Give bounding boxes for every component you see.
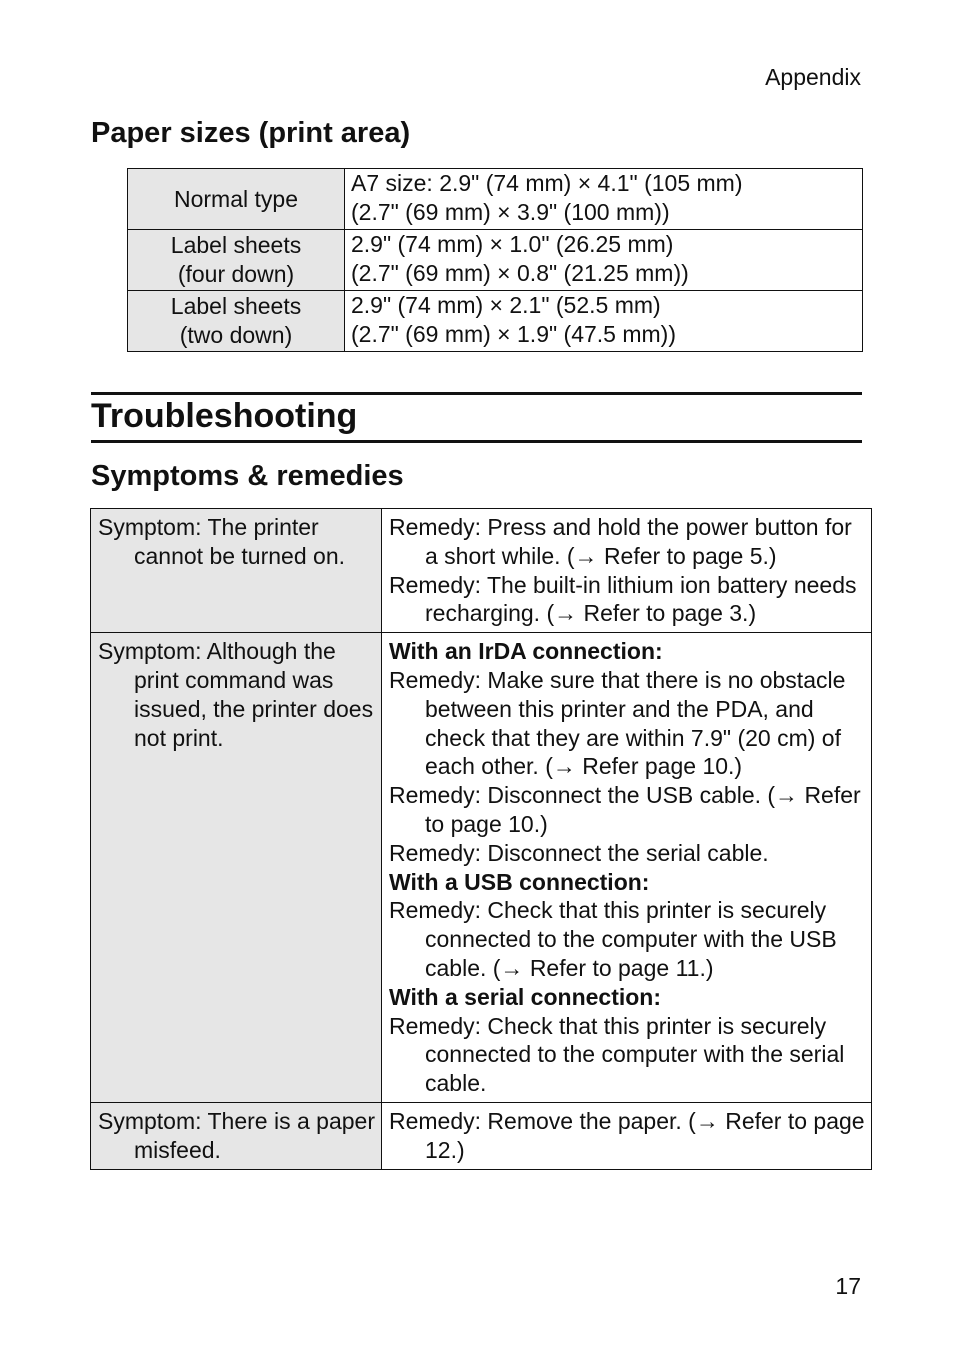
print-area-line: (2.7" (69 mm) × 0.8" (21.25 mm)): [351, 259, 689, 286]
table-row: [91, 509, 872, 633]
paper-size-cell: [345, 230, 863, 291]
symptoms-heading: Symptoms & remedies: [91, 460, 404, 492]
print-area-line: (2.7" (69 mm) × 3.9" (100 mm)): [351, 198, 670, 225]
remedy-cell: [382, 1102, 872, 1169]
print-area-line: (2.7" (69 mm) × 1.9" (47.5 mm)): [351, 320, 676, 347]
remedy-text: Remedy: Check that this printer is securely connected to the computer with the serial cable.: [389, 1012, 845, 1097]
symptom-text: Symptom: There is a paper misfeed.: [98, 1107, 375, 1163]
running-header: Appendix: [765, 64, 861, 90]
paper-type-sublabel: (two down): [179, 322, 293, 348]
symptoms-table: [90, 508, 872, 1170]
remedy-text: Remedy: Disconnect the serial cable.: [389, 839, 769, 866]
remedy-text: Remedy: Disconnect the USB cable. (→ Refer to page 10.): [389, 782, 861, 837]
remedy-text: Remedy: Press and hold the power button for a short while. (→ Refer to page 5.): [389, 514, 852, 569]
remedy-text: Remedy: Remove the paper. (→ Refer to page 12.): [389, 1107, 865, 1163]
print-area-line: 2.9" (74 mm) × 1.0" (26.25 mm): [351, 231, 674, 257]
paper-type-cell: [128, 230, 345, 291]
paper-type-label: Normal type: [174, 185, 298, 212]
table-row: [128, 291, 863, 352]
paper-sizes-table: [127, 168, 863, 352]
symptom-text: Symptom: Although the print command was issued, the printer does not print.: [98, 638, 374, 751]
remedy-text: Remedy: The built-in lithium ion battery needs recharging. (→ Refer to page 3.): [389, 571, 857, 627]
table-row: [91, 1102, 872, 1169]
connection-heading-usb: With a USB connection:: [389, 868, 650, 895]
page-number: 17: [835, 1273, 861, 1299]
paper-type-cell: [128, 169, 345, 230]
symptom-cell: [91, 1102, 382, 1169]
symptom-cell: [91, 509, 382, 633]
paper-type-cell: [128, 291, 345, 352]
print-area-line: A7 size: 2.9" (74 mm) × 4.1" (105 mm): [351, 170, 743, 196]
table-row: [128, 169, 863, 230]
paper-type-sublabel: (four down): [177, 261, 295, 287]
connection-heading-irda: With an IrDA connection:: [389, 638, 663, 665]
print-area-line: 2.9" (74 mm) × 2.1" (52.5 mm): [351, 292, 661, 318]
connection-heading-serial: With a serial connection:: [389, 983, 662, 1010]
paper-type-label: Label sheets: [170, 293, 302, 320]
paper-type-label: Label sheets: [170, 232, 302, 259]
remedy-cell: [382, 509, 872, 633]
remedy-text: Remedy: Make sure that there is no obstacle between this printer and the PDA, and check that they are within 7.9" (20 cm) of each other. (→ Refer page 10.): [389, 666, 846, 780]
symptom-cell: [91, 633, 382, 1103]
remedy-cell: [382, 633, 872, 1103]
paper-size-cell: [345, 169, 863, 230]
table-row: [128, 230, 863, 291]
paper-size-cell: [345, 291, 863, 352]
troubleshooting-heading: Troubleshooting: [91, 397, 358, 435]
table-row: [91, 633, 872, 1103]
paper-sizes-heading: Paper sizes (print area): [91, 117, 411, 149]
troubleshooting-heading-bar: [91, 392, 862, 443]
symptom-text: Symptom: The printer cannot be turned on.: [98, 514, 345, 569]
remedy-text: Remedy: Check that this printer is securely connected to the computer with the USB cable. (→ Refer to page 11.): [389, 897, 837, 981]
